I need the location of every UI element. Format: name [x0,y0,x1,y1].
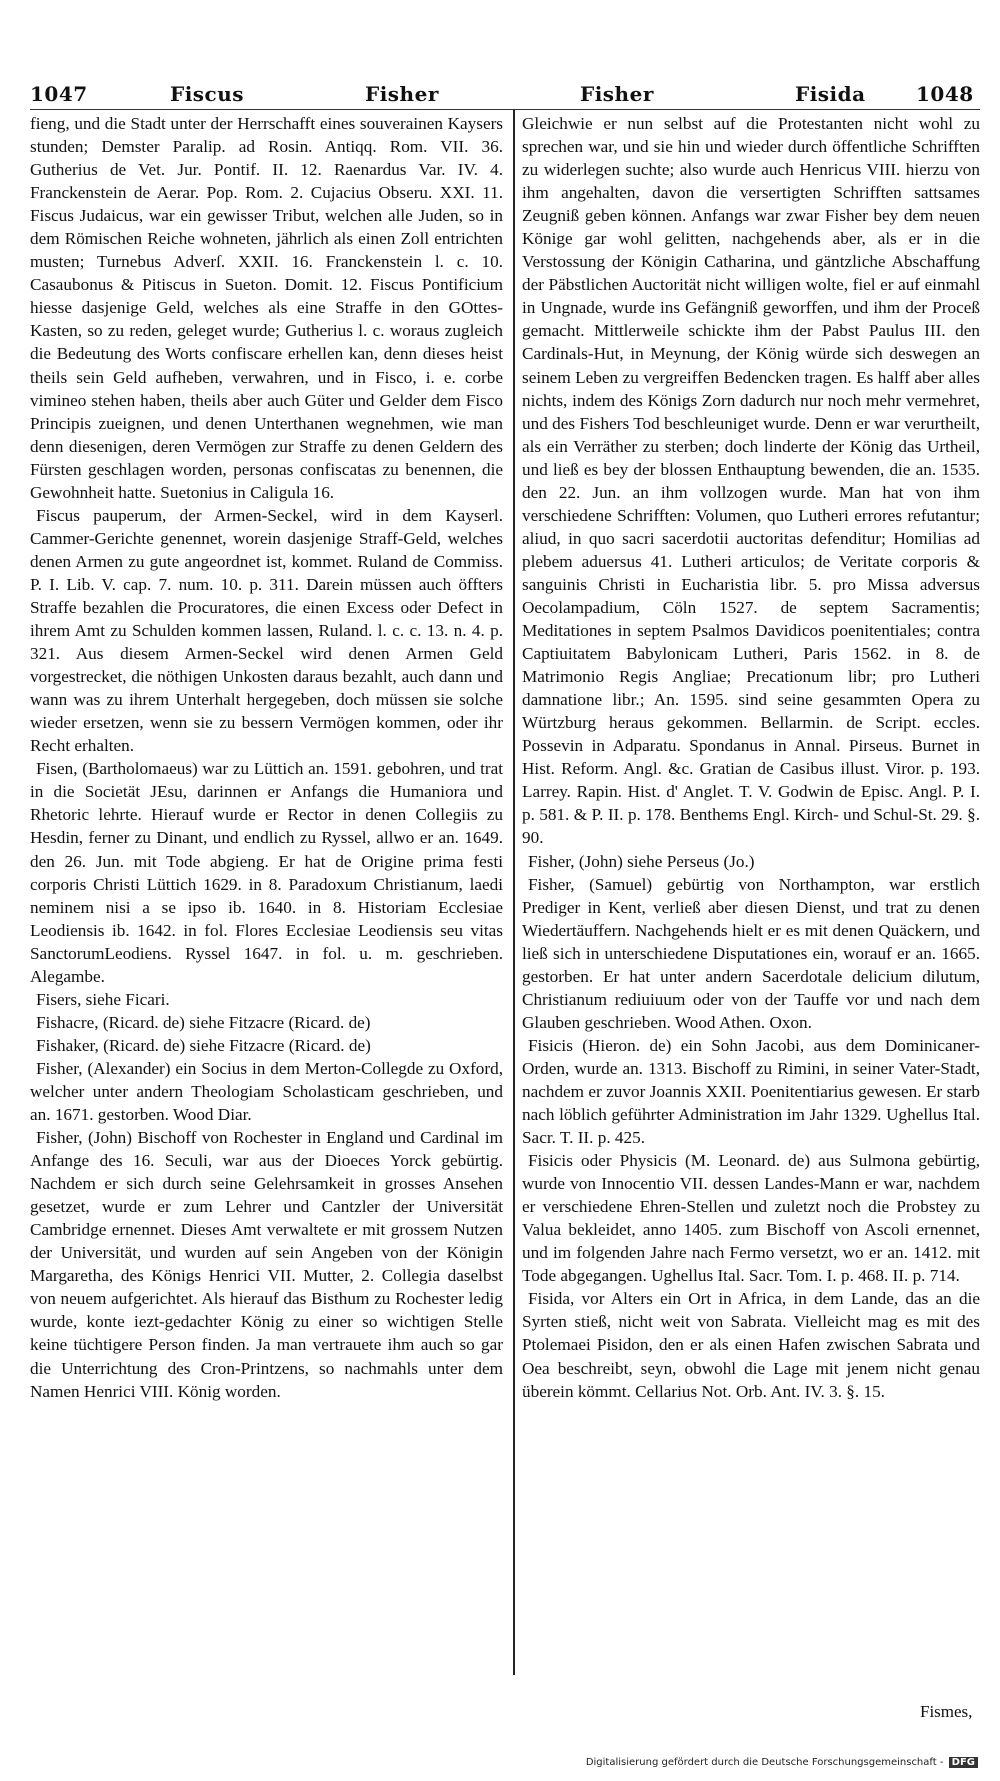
catchword: Fismes, [920,1702,973,1721]
left-column [30,112,503,1403]
page-number-left: 1047 [30,82,88,106]
digitization-footer [586,1757,978,1768]
entry-fishaker: Fishaker, (Ricard. de) siehe Fitzacre (Ricard. de) [36,1035,371,1055]
running-head-keyword-3: Fisher [580,82,654,106]
header-rule [30,109,980,110]
running-head-keyword-1: Fiscus [170,82,245,106]
entry-fisher-john-continued: Gleichwie er nun selbst auf die Protestanten nicht wohl zu sprechen war, und sie hin und wieder durch öffentliche Schrifften zu widerlegen suchte; also wurde auch Henricus VIII. hierzu von ihm angehalten, davon die versertigten Schrifften sattsames Zeugniß geben können. Anfangs war zwar Fisher bey dem neuen Könige gar wohl gelitten, nachgehends aber, als er in die Verstossung der Königin Catharina, und gäntzliche Abschaffung der Päbstlichen Auctorität nicht willigen wolte, fiel er auf einmahl in Ungnade, wurde ins Gefängniß geworffen, und ihm der Proceß gemacht. Mittlerweile schickte ihm der Pabst Paulus III. den Cardinals-Hut, in Meynung, der König würde sich deswegen an seinem Leben zu vergreiffen Bedencken tragen. Es halff aber alles nichts, indem des Königs Zorn dadurch nur noch mehr vermehret, und des Fishers Tod beschleuniget wurde. Denn er war verurtheilt, als ein Verräther zu sterben; doch linderte der König das Urtheil, und ließ es bey der blossen Enthauptung bewenden, die an. 1535. den 22. Jun. an ihm vollzogen wurde. Man hat von ihm verschiedene Schrifften: Volumen, quo Lutheri errores refutantur; aliud, in quo sacri sacerdotii auctoritas defenditur; Homilias ad plebem aduersus 41. Lutheri articulos; de Veritate corporis & sanguinis Christi in Eucharistia libr. 5. pro Missa adversus Oecolampadium, Cöln 1527. de septem Sacramentis; Meditationes in septem Psalmos Davidicos poenitentiales; contra Captiuitatem Babylonicam Lutheri, Paris 1562. in 8. de Matrimonio Regis Angliae; Precationum libr; pro Lutheri damnatione libr.; An. 1595. sind seine gesammten Opera zu Würtzburg heraus gekommen. Bellarmin. de Script. eccles. Possevin in Adparatu. Spondanus in Annal. Pirseus. Burnet in Hist. Reform. Angl. &c. Gratian de Casibus illust. Viror. p. 193. Larrey. Rapin. Hist. d' Anglet. T. V. Godwin de Episc. Angl. P. I. p. 581. & P. II. p. 178. Benthems Engl. Kirch- und Schul-St. 29. §. 90. [522,114,980,848]
column-divider [513,110,515,1675]
footer-text: Digitalisierung gefördert durch die Deutsche Forschungsgemeinschaft - [585,1757,944,1768]
entry-fisicis-hieron: Fisicis (Hieron. de) ein Sohn Jacobi, aus dem Dominicaner-Orden, wurde an. 1313. Bischoff zu Rimini, in seiner Vater-Stadt, nachdem er zuvor Joannis XXII. Poenitentiarius gewesen. Er starb nach löblich geführter Administration im Jahr 1329. Ughellus Ital. Sacr. T. II. p. 425. [522,1035,980,1148]
entry-fisen: Fisen, (Bartholomaeus) war zu Lüttich an. 1591. gebohren, und trat in die Societät JEsu, darinnen er Anfangs die Humaniora und Rhetoric lehrte. Hierauf wurde er Rector in denen Collegiis zu Hesdin, ferner zu Dinant, und endlich zu Ryssel, allwo er an. 1649. den 26. Jun. mit Tode abgieng. Er hat de Origine prima festi corporis Christi Lüttich 1629. in 8. Paradoxum Christianum, laedi neminem nisi a se ipso ib. 1640. in 8. Historiam Ecclesiae Leodiensis ib. 1642. in fol. Flores Ecclesiae Leodiensis seu vitas SanctorumLeodiens. Ryssel 1647. in fol. u. m. geschrieben. Alegambe. [30,759,503,986]
running-head-keyword-2: Fisher [365,82,439,106]
entry-fisher-alexander: Fisher, (Alexander) ein Socius in dem Merton-Collegde zu Oxford, welcher unter andern Theologiam Scholasticam geschrieben, und an. 1671. gestorben. Wood Diar. [30,1058,503,1125]
entry-fiscus-continued: fieng, und die Stadt unter der Herrschafft eines souverainen Kaysers stunden; Demster Paralip. ad Rosin. Antiqq. Rom. VII. 36. Gutherius de Vet. Jur. Pontif. II. 12. Raenardus Var. IV. 4. Franckenstein de Aerar. Pop. Rom. 2. Cujacius Obseru. XXI. 11. Fiscus Judaicus, war ein gewisser Tribut, welchen alle Juden, so in dem Römischen Reiche wohneten, jährlich als einen Zoll entrichten musten; Turnebus Adverſ. XXII. 16. Franckenstein l. c. 10. Casaubonus & Pitiscus in Sueton. Domit. 12. Fiscus Pontificium hiesse dasjenige Geld, welches als eine Straffe in den GOttes-Kasten, so zu reden, geleget wurde; Gutherius l. c. woraus zugleich die Bedeutung des Worts confiscare erhellen kan, denn dieses heist theils sein Geld aufheben, verwahren, und in Fisco, i. e. corbe vimineo stehen haben, theils aber auch Güter und Gelder dem Fisco Principis zueignen, und denen Unterthanen wegnehmen, wie man denn diesenigen, deren Vermögen zur Straffe zu denen Geldern des Fürsten geschlagen worden, personas confiscatas zu benennen, die Gewohnheit hatte. Suetonius in Caligula 16. [30,114,503,502]
entry-fisida: Fisida, vor Alters ein Ort in Africa, in dem Lande, das an die Syrten stieß, nicht weit von Sabrata. Vielleicht mag es mit des Ptolemaei Pisidon, den er als einen Hafen zwischen Sabrata und Oea beschreibt, seyn, obwohl die Lage mit jenem nicht genau überein kömmt. Cellarius Not. Orb. Ant. IV. 3. §. 15. [522,1289,980,1401]
entry-fiscus-pauperum: Fiscus pauperum, der Armen-Seckel, wird in dem Kayserl. Cammer-Gerichte genennet, worein dasjenige Straff-Geld, welches denen Armen zu gute angeordnet ist, kommet. Ruland de Commiss. P. I. Lib. V. cap. 7. num. 10. p. 311. Darein müssen auch öffters Straffe bezahlen die Procuratores, die einen Excess oder Defect in ihrem Amt zu Schulden kommen lassen, Ruland. l. c. c. 13. n. 4. p. 321. Aus diesem Armen-Seckel wird denen Armen Geld vorgestrecket, die nöthigen Unkosten daraus bezahlt, auch dann und wann was zu ihrem Unterhalt hergegeben, doch müssen sie solche wieder ersetzen, wenn sie zu bessern Vermögen kommen, oder ihr Recht erhalten. [30,505,503,756]
dfg-badge: DFG [949,1757,978,1768]
entry-fisher-john-crossref: Fisher, (John) siehe Perseus (Jo.) [528,851,755,871]
entry-fisers: Fisers, siehe Ficari. [36,989,170,1009]
right-column [522,112,980,1403]
entry-fisher-samuel: Fisher, (Samuel) gebürtig von Northampton, war erstlich Prediger in Kent, verließ aber diesen Dienst, und trat zu denen Wiedertäuffern. Nachgehends hielt er es mit denen Quäckern, und ließ sich in unterschiedene Disputationes ein, worauf er an. 1665. gestorben. Er hat unter andern Sacerdotale delicium dilutum, Christianum rediuiuum oder von der Tauffe vor und nach dem Glauben geschrieben. Wood Athen. Oxon. [522,874,980,1032]
page-number-right: 1048 [916,82,974,106]
running-head-keyword-4: Fisida [795,82,866,106]
entry-fisicis-leonard: Fisicis oder Physicis (M. Leonard. de) aus Sulmona gebürtig, wurde von Innocentio VII. dessen Landes-Mann er war, nachdem er verschiedene Ehren-Stellen und zuletzt noch die Probstey zu Valua bekleidet, anno 1405. zum Bischoff von Ascoli ernennet, und im folgenden Jahre nach Fermo versetzt, wo er an. 1412. mit Tode abgegangen. Ughellus Ital. Sacr. Tom. I. p. 468. II. p. 714. [522,1151,980,1286]
entry-fishacre: Fishacre, (Ricard. de) siehe Fitzacre (Ricard. de) [36,1012,371,1032]
entry-fisher-john: Fisher, (John) Bischoff von Rochester in England und Cardinal im Anfange des 16. Seculi, war aus der Dioeces Yorck gebürtig. Nachdem er sich durch seine Gelehrsamkeit in grosses Ansehen gesetzet, wurde er zum Lehrer und Cantzler der Universität Cambridge ernennet. Dieses Amt verwaltete er mit grossem Nutzen der Universität, und wurden auf sein Angeben von der Königin Margaretha, des Königs Henrici VII. Mutter, 2. Collegia daselbst von neuem aufgerichtet. Als hierauf das Bisthum zu Rochester ledig wurde, konte iezt-gedachter König zu einer so wichtigen Stelle keine tüchtigere Person finden. Ja man vertrauete ihm auch so gar die Unterrichtung des Cron-Printzens, so nachmahls unter dem Namen Henrici VIII. König worden. [30,1128,503,1401]
